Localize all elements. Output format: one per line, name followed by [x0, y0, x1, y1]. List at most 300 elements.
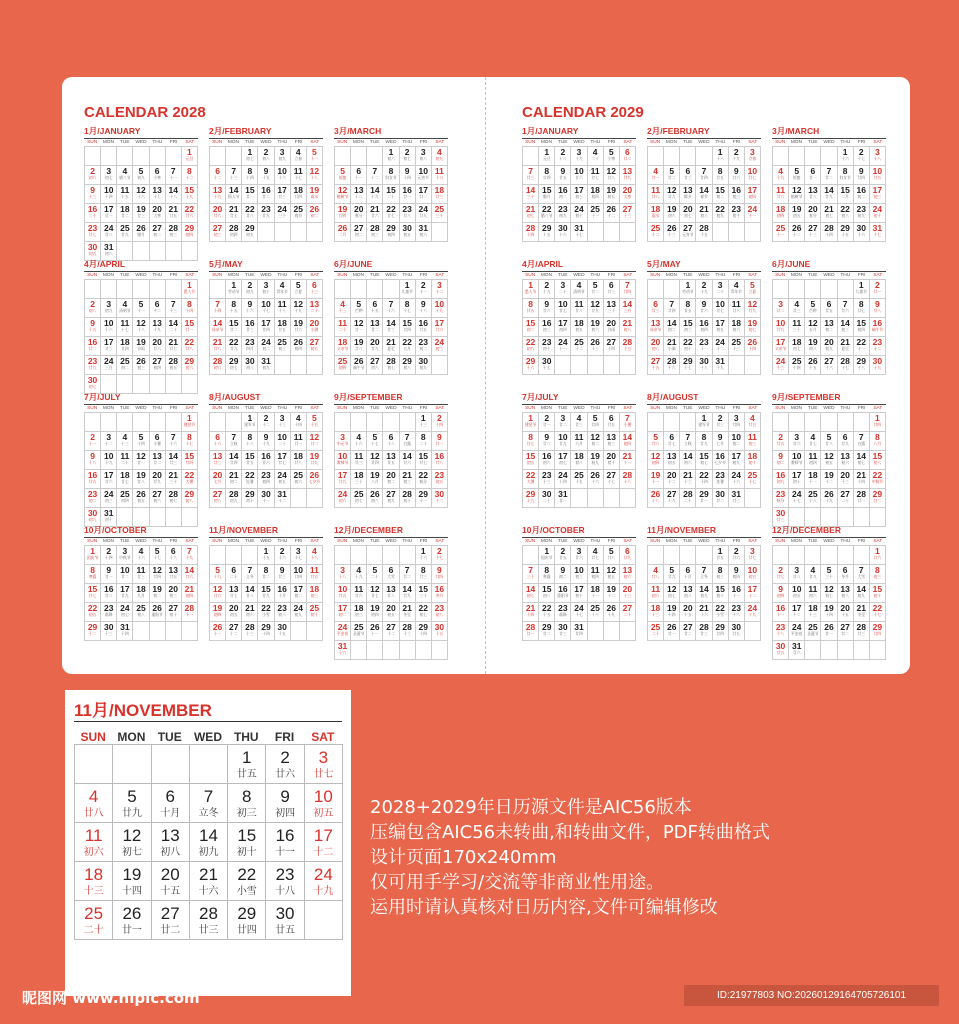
day-cell: [85, 299, 101, 318]
lunar-label: 廿六: [371, 214, 379, 218]
lunar-label: 初七: [825, 594, 833, 598]
day-cell: [367, 204, 383, 223]
lunar-label: 寒露: [542, 575, 551, 579]
day-cell: [745, 451, 761, 470]
lunar-label: 腊月: [137, 233, 145, 237]
lunar-label: 初九: [88, 518, 97, 522]
day-cell: [854, 622, 870, 641]
day-cell: [367, 489, 383, 508]
day-number: 20: [622, 584, 633, 594]
day-cell: [291, 603, 307, 622]
day-cell: [367, 470, 383, 489]
lunar-label: 十九: [667, 499, 676, 503]
day-number: 8: [544, 565, 550, 575]
lunar-label: 端午节: [871, 328, 884, 332]
day-cell: [117, 432, 133, 451]
lunar-label: 白露: [403, 442, 411, 446]
day-cell: [210, 489, 226, 508]
empty-cell: [367, 147, 383, 166]
day-cell: [604, 147, 620, 166]
lunar-label: 初五: [716, 328, 724, 332]
lunar-label: 二十: [716, 290, 724, 294]
day-number: 30: [558, 622, 568, 632]
day-cell: [773, 223, 789, 242]
day-cell: [588, 299, 604, 318]
day-number: 1: [842, 147, 848, 157]
day-cell: [805, 565, 821, 584]
lunar-label: 初四: [623, 442, 632, 446]
lunar-label: 廿五: [825, 309, 833, 313]
day-number: 14: [212, 318, 223, 328]
empty-cell: [648, 147, 664, 166]
day-cell: [291, 432, 307, 451]
day-cell: [713, 622, 729, 641]
day-cell: [166, 356, 182, 375]
day-number: 4: [122, 299, 128, 309]
day-number: 9: [437, 565, 442, 575]
weekday-label: MON: [665, 273, 678, 278]
lunar-label: 十三: [776, 366, 785, 370]
day-cell: [226, 470, 242, 489]
day-cell: [367, 432, 383, 451]
day-cell: [210, 185, 226, 204]
day-cell: [101, 489, 117, 508]
day-number: 26: [293, 337, 303, 347]
day-number: 15: [683, 318, 693, 328]
lunar-label: 十三: [651, 613, 660, 617]
empty-cell: [789, 546, 805, 565]
weekday-row: [647, 538, 761, 545]
lunar-label: 二十: [623, 613, 632, 617]
day-cell: [620, 546, 636, 565]
day-cell: [664, 223, 680, 242]
day-cell: [539, 451, 555, 470]
day-cell: [351, 223, 367, 242]
day-cell: [805, 185, 821, 204]
lunar-label: 廿九: [153, 480, 161, 484]
day-number: 29: [541, 223, 552, 233]
lunar-label: 初五: [667, 461, 676, 465]
day-number: 18: [791, 337, 802, 347]
day-cell: [523, 584, 539, 603]
zoom-day-number: 29: [237, 904, 257, 923]
lunar-label: 廿七: [667, 442, 676, 446]
lunar-label: 十二: [88, 632, 97, 636]
day-cell: [789, 641, 805, 660]
day-number: 20: [840, 470, 850, 480]
day-cell: [275, 622, 291, 641]
day-number: 2: [717, 413, 723, 423]
day-number: 9: [778, 584, 783, 594]
day-number: 29: [872, 489, 883, 499]
day-number: 28: [856, 489, 866, 499]
lunar-label: 十月: [684, 575, 692, 579]
day-cell: [571, 413, 587, 432]
day-number: 18: [574, 318, 584, 328]
day-number: 26: [590, 470, 600, 480]
weekday-label: FRI: [294, 406, 303, 411]
lunar-label: 初八: [623, 328, 632, 332]
day-cell: [291, 470, 307, 489]
lunar-label: 惊蛰: [792, 176, 801, 180]
lunar-label: 初三: [542, 328, 551, 332]
day-cell: [870, 489, 886, 508]
lunar-label: 廿四: [700, 176, 708, 180]
lunar-label: 廿五: [169, 575, 178, 579]
lunar-label: 廿三: [104, 347, 113, 351]
day-cell: [150, 565, 166, 584]
day-number: 5: [312, 147, 317, 157]
day-number: 12: [747, 299, 758, 309]
lunar-label: 廿三: [419, 575, 428, 579]
day-number: 3: [875, 147, 880, 157]
day-number: 20: [212, 470, 223, 480]
day-number: 14: [168, 185, 178, 195]
empty-cell: [805, 280, 821, 299]
day-number: 18: [574, 451, 584, 461]
weekday-label: TUE: [807, 539, 818, 544]
lunar-label: 端午节: [353, 366, 365, 370]
day-number: 28: [622, 337, 633, 347]
lunar-label: 十四: [667, 613, 676, 617]
day-number: 20: [370, 337, 380, 347]
day-number: 26: [791, 223, 802, 233]
day-cell: [745, 546, 761, 565]
day-cell: [432, 337, 448, 356]
lunar-label: 廿七: [88, 233, 97, 237]
day-number: 17: [872, 185, 883, 195]
lunar-label: 廿八: [792, 575, 801, 579]
day-number: 13: [212, 451, 223, 461]
day-number: 10: [103, 318, 114, 328]
day-cell: [555, 223, 571, 242]
month-block: [334, 126, 448, 242]
empty-cell: [805, 413, 821, 432]
day-cell: [588, 318, 604, 337]
weekday-label: FRI: [857, 406, 866, 411]
day-cell: [571, 432, 587, 451]
day-cell: [555, 318, 571, 337]
lunar-label: 廿二: [262, 195, 270, 199]
lunar-label: 立秋: [229, 442, 238, 446]
month-title: 2月/FEBRUARY: [209, 126, 272, 136]
lunar-label: 廿一: [137, 461, 145, 465]
day-cell: [870, 318, 886, 337]
lunar-label: 十一: [88, 442, 97, 446]
day-number: 15: [418, 451, 428, 461]
day-cell: [821, 166, 837, 185]
weekday-label: TUE: [682, 539, 693, 544]
day-cell: [383, 318, 399, 337]
lunar-label: 初八: [809, 347, 817, 351]
lunar-label: 六月: [575, 442, 583, 446]
day-number: 2: [778, 565, 783, 575]
empty-cell: [383, 641, 399, 660]
day-cell: [664, 489, 680, 508]
lunar-label: 十二: [607, 214, 616, 218]
zoom-day-number: 25: [84, 904, 104, 923]
day-cell: [226, 337, 242, 356]
lunar-label: 廿二: [262, 575, 270, 579]
lunar-label: 十五: [229, 309, 238, 313]
day-number: 24: [103, 489, 114, 499]
day-cell: [870, 356, 886, 375]
note-line: 仅可用手学习/交流等非商业性用途。: [370, 872, 665, 893]
empty-cell: [367, 280, 383, 299]
weekday-label: WED: [260, 140, 272, 145]
lunar-label: 十九: [104, 461, 113, 465]
day-number: 11: [651, 584, 661, 594]
lunar-label: 初二: [354, 233, 363, 237]
lunar-label: 初九: [278, 157, 286, 161]
weekday-label: THU: [590, 273, 601, 278]
day-cell: [383, 147, 399, 166]
day-grid: [647, 545, 761, 641]
lunar-label: 廿七: [809, 442, 817, 446]
day-cell: [838, 356, 854, 375]
day-number: 26: [309, 470, 320, 480]
lunar-label: 二十: [88, 214, 97, 218]
lunar-label: 十九: [354, 575, 363, 579]
day-number: 13: [683, 185, 693, 195]
lunar-label: 廿四: [542, 176, 551, 180]
day-cell: [870, 413, 886, 432]
lunar-label: 十三: [841, 480, 849, 484]
day-number: 13: [152, 185, 162, 195]
lunar-label: 初十: [246, 499, 254, 503]
weekday-label: WED: [135, 406, 147, 411]
day-number: 19: [212, 603, 223, 613]
day-number: 22: [402, 337, 412, 347]
empty-cell: [854, 413, 870, 432]
lunar-label: 劳动节: [228, 290, 240, 294]
day-cell: [821, 489, 837, 508]
lunar-label: 初八: [700, 214, 708, 218]
weekday-label: FRI: [732, 140, 741, 145]
day-number: 10: [337, 584, 348, 594]
day-number: 11: [309, 565, 319, 575]
lunar-label: 初四: [121, 499, 129, 503]
lunar-label: 廿七: [857, 309, 866, 313]
day-cell: [773, 337, 789, 356]
lunar-label: 初四: [776, 594, 785, 598]
lunar-label: 妇女节: [839, 176, 851, 180]
day-number: 9: [263, 166, 269, 176]
day-number: 14: [699, 185, 709, 195]
lunar-label: 平安夜: [791, 632, 803, 636]
day-cell: [383, 337, 399, 356]
day-cell: [133, 451, 149, 470]
empty-cell: [210, 280, 226, 299]
lunar-label: 十四: [403, 176, 411, 180]
weekday-label: THU: [715, 406, 726, 411]
lunar-label: 廿六: [104, 480, 113, 484]
lunar-label: 大雪: [387, 575, 395, 579]
lunar-label: 五月: [403, 347, 411, 351]
lunar-label: 十三: [623, 594, 632, 598]
day-cell: [539, 432, 555, 451]
day-number: 20: [353, 204, 364, 214]
day-number: 31: [337, 641, 348, 651]
day-cell: [604, 166, 620, 185]
weekday-row: [772, 538, 886, 545]
lunar-label: 廿一: [185, 328, 194, 332]
weekday-label: SUN: [212, 273, 223, 278]
day-number: 23: [558, 603, 568, 613]
lunar-label: 初六: [542, 461, 551, 465]
day-number: 26: [152, 603, 162, 613]
lunar-label: 四月: [246, 347, 254, 351]
lunar-label: 十八: [716, 157, 724, 161]
day-cell: [588, 337, 604, 356]
lunar-label: 廿六: [732, 556, 741, 560]
day-cell: [383, 299, 399, 318]
empty-cell: [85, 280, 101, 299]
day-number: 13: [824, 318, 834, 328]
day-cell: [539, 356, 555, 375]
day-cell: [523, 337, 539, 356]
day-number: 7: [187, 546, 192, 556]
empty-cell: [523, 546, 539, 565]
day-cell: [416, 432, 432, 451]
day-number: 16: [434, 451, 445, 461]
day-cell: [258, 622, 274, 641]
zoom-title-rule: [74, 721, 342, 722]
day-cell: [400, 185, 416, 204]
day-cell: [291, 565, 307, 584]
weekday-label: SUN: [337, 273, 348, 278]
lunar-label: 愚人节: [524, 290, 537, 294]
empty-cell: [773, 546, 789, 565]
lunar-label: 廿一: [294, 442, 303, 446]
day-number: 11: [354, 584, 364, 594]
day-cell: [307, 432, 323, 451]
day-number: 28: [245, 622, 255, 632]
day-grid: [334, 545, 448, 660]
empty-cell: [367, 546, 383, 565]
day-number: 6: [388, 432, 394, 442]
day-cell: [258, 489, 274, 508]
empty-cell: [351, 147, 367, 166]
day-cell: [133, 546, 149, 565]
lunar-label: 初九: [857, 214, 866, 218]
lunar-label: 二十: [559, 290, 567, 294]
day-cell: [648, 584, 664, 603]
day-number: 11: [651, 185, 661, 195]
lunar-label: 十四: [559, 480, 567, 484]
day-number: 29: [245, 489, 255, 499]
day-cell: [117, 356, 133, 375]
lunar-label: 初八: [403, 366, 411, 370]
day-cell: [166, 546, 182, 565]
day-cell: [696, 565, 712, 584]
day-number: 23: [402, 204, 412, 214]
lunar-label: 十五: [841, 233, 849, 237]
empty-cell: [870, 641, 886, 660]
day-cell: [335, 337, 351, 356]
day-number: 30: [775, 641, 786, 651]
lunar-label: 初十: [684, 347, 692, 351]
day-cell: [182, 432, 198, 451]
day-number: 4: [340, 299, 345, 309]
day-grid: [647, 412, 761, 508]
day-cell: [117, 204, 133, 223]
weekday-label: THU: [277, 140, 288, 145]
day-number: 18: [277, 318, 287, 328]
day-number: 22: [184, 204, 195, 214]
lunar-label: 廿五: [776, 442, 785, 446]
day-cell: [335, 622, 351, 641]
day-number: 20: [152, 470, 162, 480]
day-cell: [367, 318, 383, 337]
lunar-label: 廿五: [88, 480, 97, 484]
day-number: 7: [669, 299, 675, 309]
day-cell: [729, 565, 745, 584]
day-number: 26: [666, 622, 677, 632]
day-number: 1: [544, 147, 550, 157]
lunar-label: 廿三: [387, 328, 395, 332]
day-cell: [432, 318, 448, 337]
day-number: 9: [733, 166, 739, 176]
day-number: 29: [872, 622, 883, 632]
day-cell: [291, 299, 307, 318]
lunar-label: 初六: [841, 461, 849, 465]
lunar-label: 三十: [526, 575, 535, 579]
zoom-day-number: 30: [275, 904, 295, 923]
weekday-label: SAT: [748, 406, 758, 411]
day-number: 14: [622, 299, 633, 309]
day-cell: [275, 204, 291, 223]
lunar-label: 廿二: [88, 347, 97, 351]
day-cell: [85, 603, 101, 622]
lunar-label: 十九: [732, 157, 741, 161]
day-number: 4: [576, 280, 582, 290]
lunar-label: 十八: [137, 328, 145, 332]
empty-cell: [773, 147, 789, 166]
lunar-label: 元旦: [542, 157, 551, 161]
lunar-label: 十九: [526, 499, 535, 503]
day-number: 20: [386, 470, 396, 480]
lunar-label: 初十: [403, 499, 411, 503]
day-number: 4: [138, 546, 144, 556]
lunar-label: 初五: [310, 347, 319, 351]
day-cell: [789, 489, 805, 508]
lunar-label: 初五: [607, 575, 616, 579]
day-cell: [854, 565, 870, 584]
day-number: 31: [120, 622, 130, 632]
day-cell: [620, 318, 636, 337]
day-number: 27: [353, 223, 364, 233]
lunar-label: 初八: [185, 499, 194, 503]
weekday-label: SAT: [623, 406, 633, 411]
empty-cell: [351, 280, 367, 299]
zoom-weekday-label: WED: [193, 730, 222, 744]
empty-cell: [166, 413, 182, 432]
day-cell: [291, 451, 307, 470]
lunar-label: 廿二: [776, 309, 785, 313]
day-cell: [696, 337, 712, 356]
day-number: 8: [247, 166, 253, 176]
day-cell: [210, 318, 226, 337]
lunar-label: 十二: [748, 594, 757, 598]
day-number: 27: [370, 356, 380, 366]
day-number: 25: [747, 470, 758, 480]
day-cell: [664, 166, 680, 185]
empty-cell: [648, 413, 664, 432]
day-cell: [367, 299, 383, 318]
zoom-day-cell: [75, 901, 113, 940]
empty-cell: [166, 147, 182, 166]
